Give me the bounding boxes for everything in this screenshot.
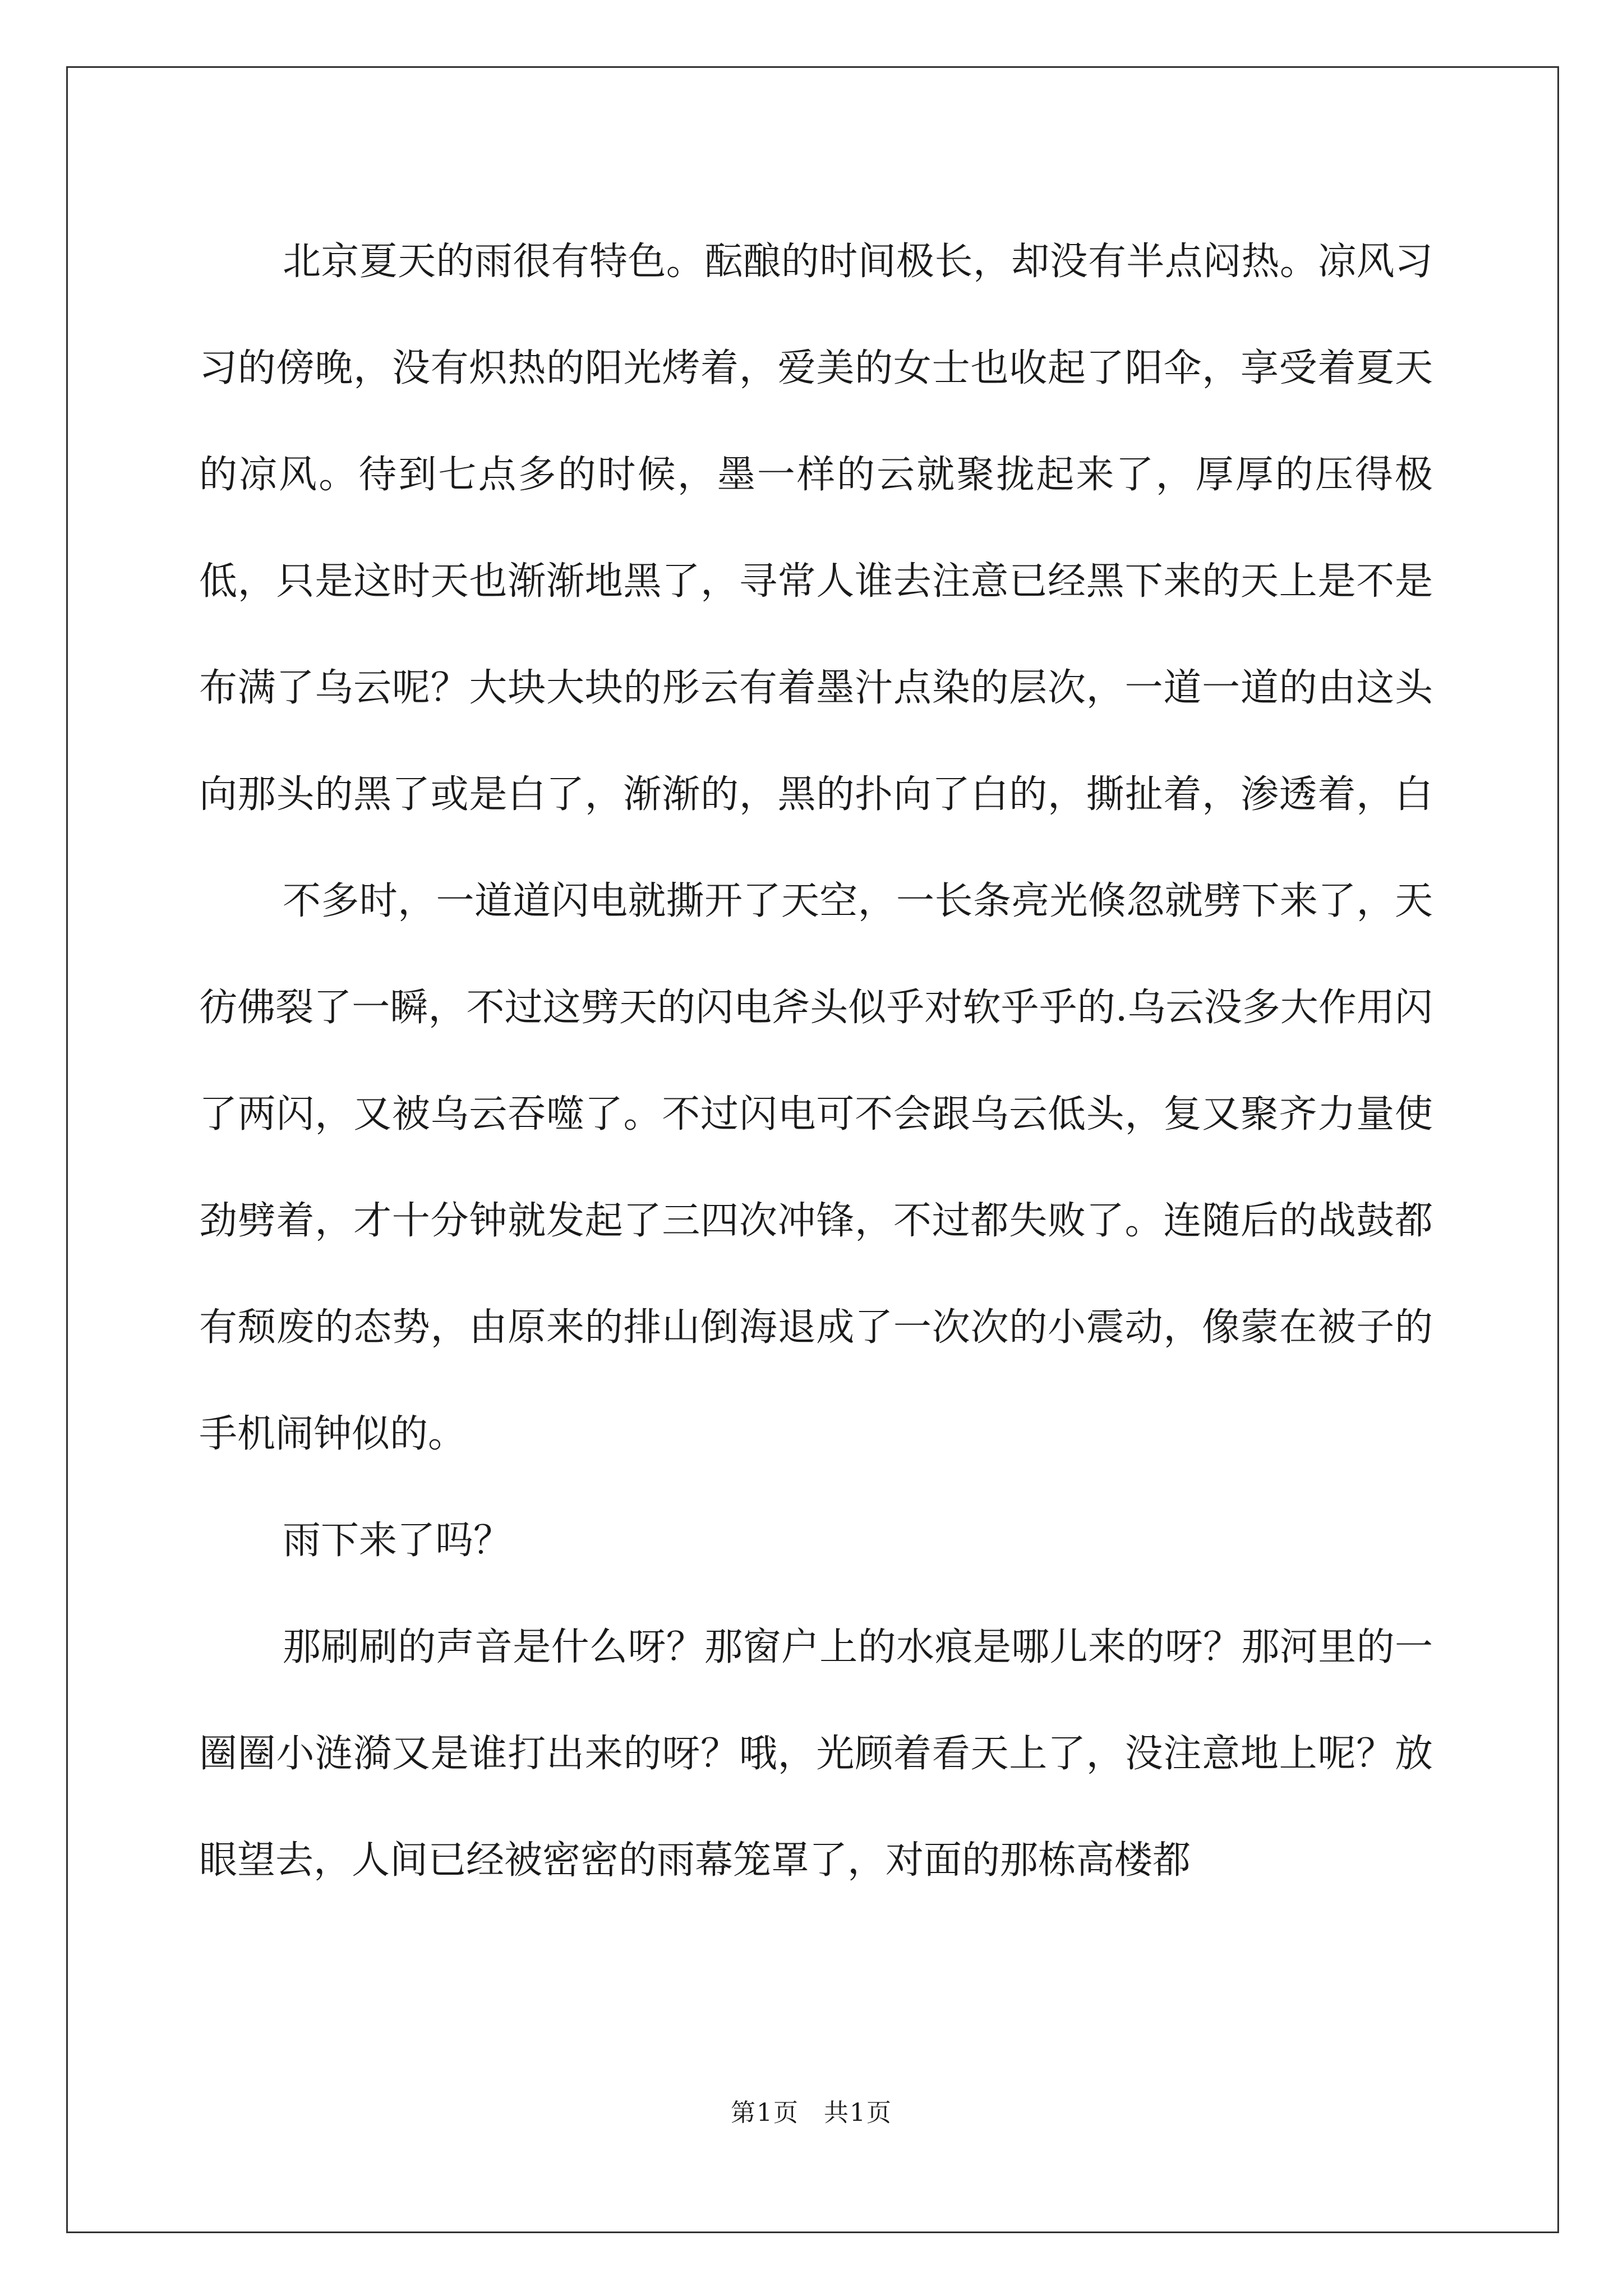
paragraph-2: 不多时，一道道闪电就撕开了天空，一长条亮光倏忽就劈下来了，天彷佛裂了一瞬，不过这劈天的闪电斧头似乎对软乎乎的.乌云没多大作用闪了两闪，又被乌云吞噬了。不过闪电可不会跟乌云低头，复又聚齐力量使劲劈着，才十分钟就发起了三四次冲锋，不过都失败了。连随后的战鼓都有颓废的态势，由原来的排山倒海退成了一次次的小震动，像蒙在被子的手机闹钟似的。: [199, 879, 1433, 1456]
page-footer: [0, 2092, 1623, 2128]
document-body: [199, 209, 1433, 1914]
page-number-total: 共1页: [824, 2099, 892, 2127]
page-number-current: 第1页: [731, 2099, 799, 2127]
paragraph-1: 北京夏天的雨很有特色。酝酿的时间极长，却没有半点闷热。凉风习习的傍晚，没有炽热的阳光烤着，爱美的女士也收起了阳伞，享受着夏天的凉风。待到七点多的时候，墨一样的云就聚拢起来了，厚厚的压得极低，只是这时天也渐渐地黑了，寻常人谁去注意已经黑下来的天上是不是布满了乌云呢？大块大块的彤云有着墨汁点染的层次，一道一道的由这头向那头的黑了或是白了，渐渐的，黑的扑向了白的，撕扯着，渗透着，白: [199, 240, 1433, 817]
paragraph-4: 那刷刷的声音是什么呀？那窗户上的水痕是哪儿来的呀？那河里的一圈圈小涟漪又是谁打出来的呀？哦，光顾着看天上了，没注意地上呢？放眼望去，人间已经被密密的雨幕笼罩了，对面的那栋高楼都: [199, 1625, 1433, 1883]
paragraph-3: 雨下来了吗？: [283, 1519, 512, 1563]
